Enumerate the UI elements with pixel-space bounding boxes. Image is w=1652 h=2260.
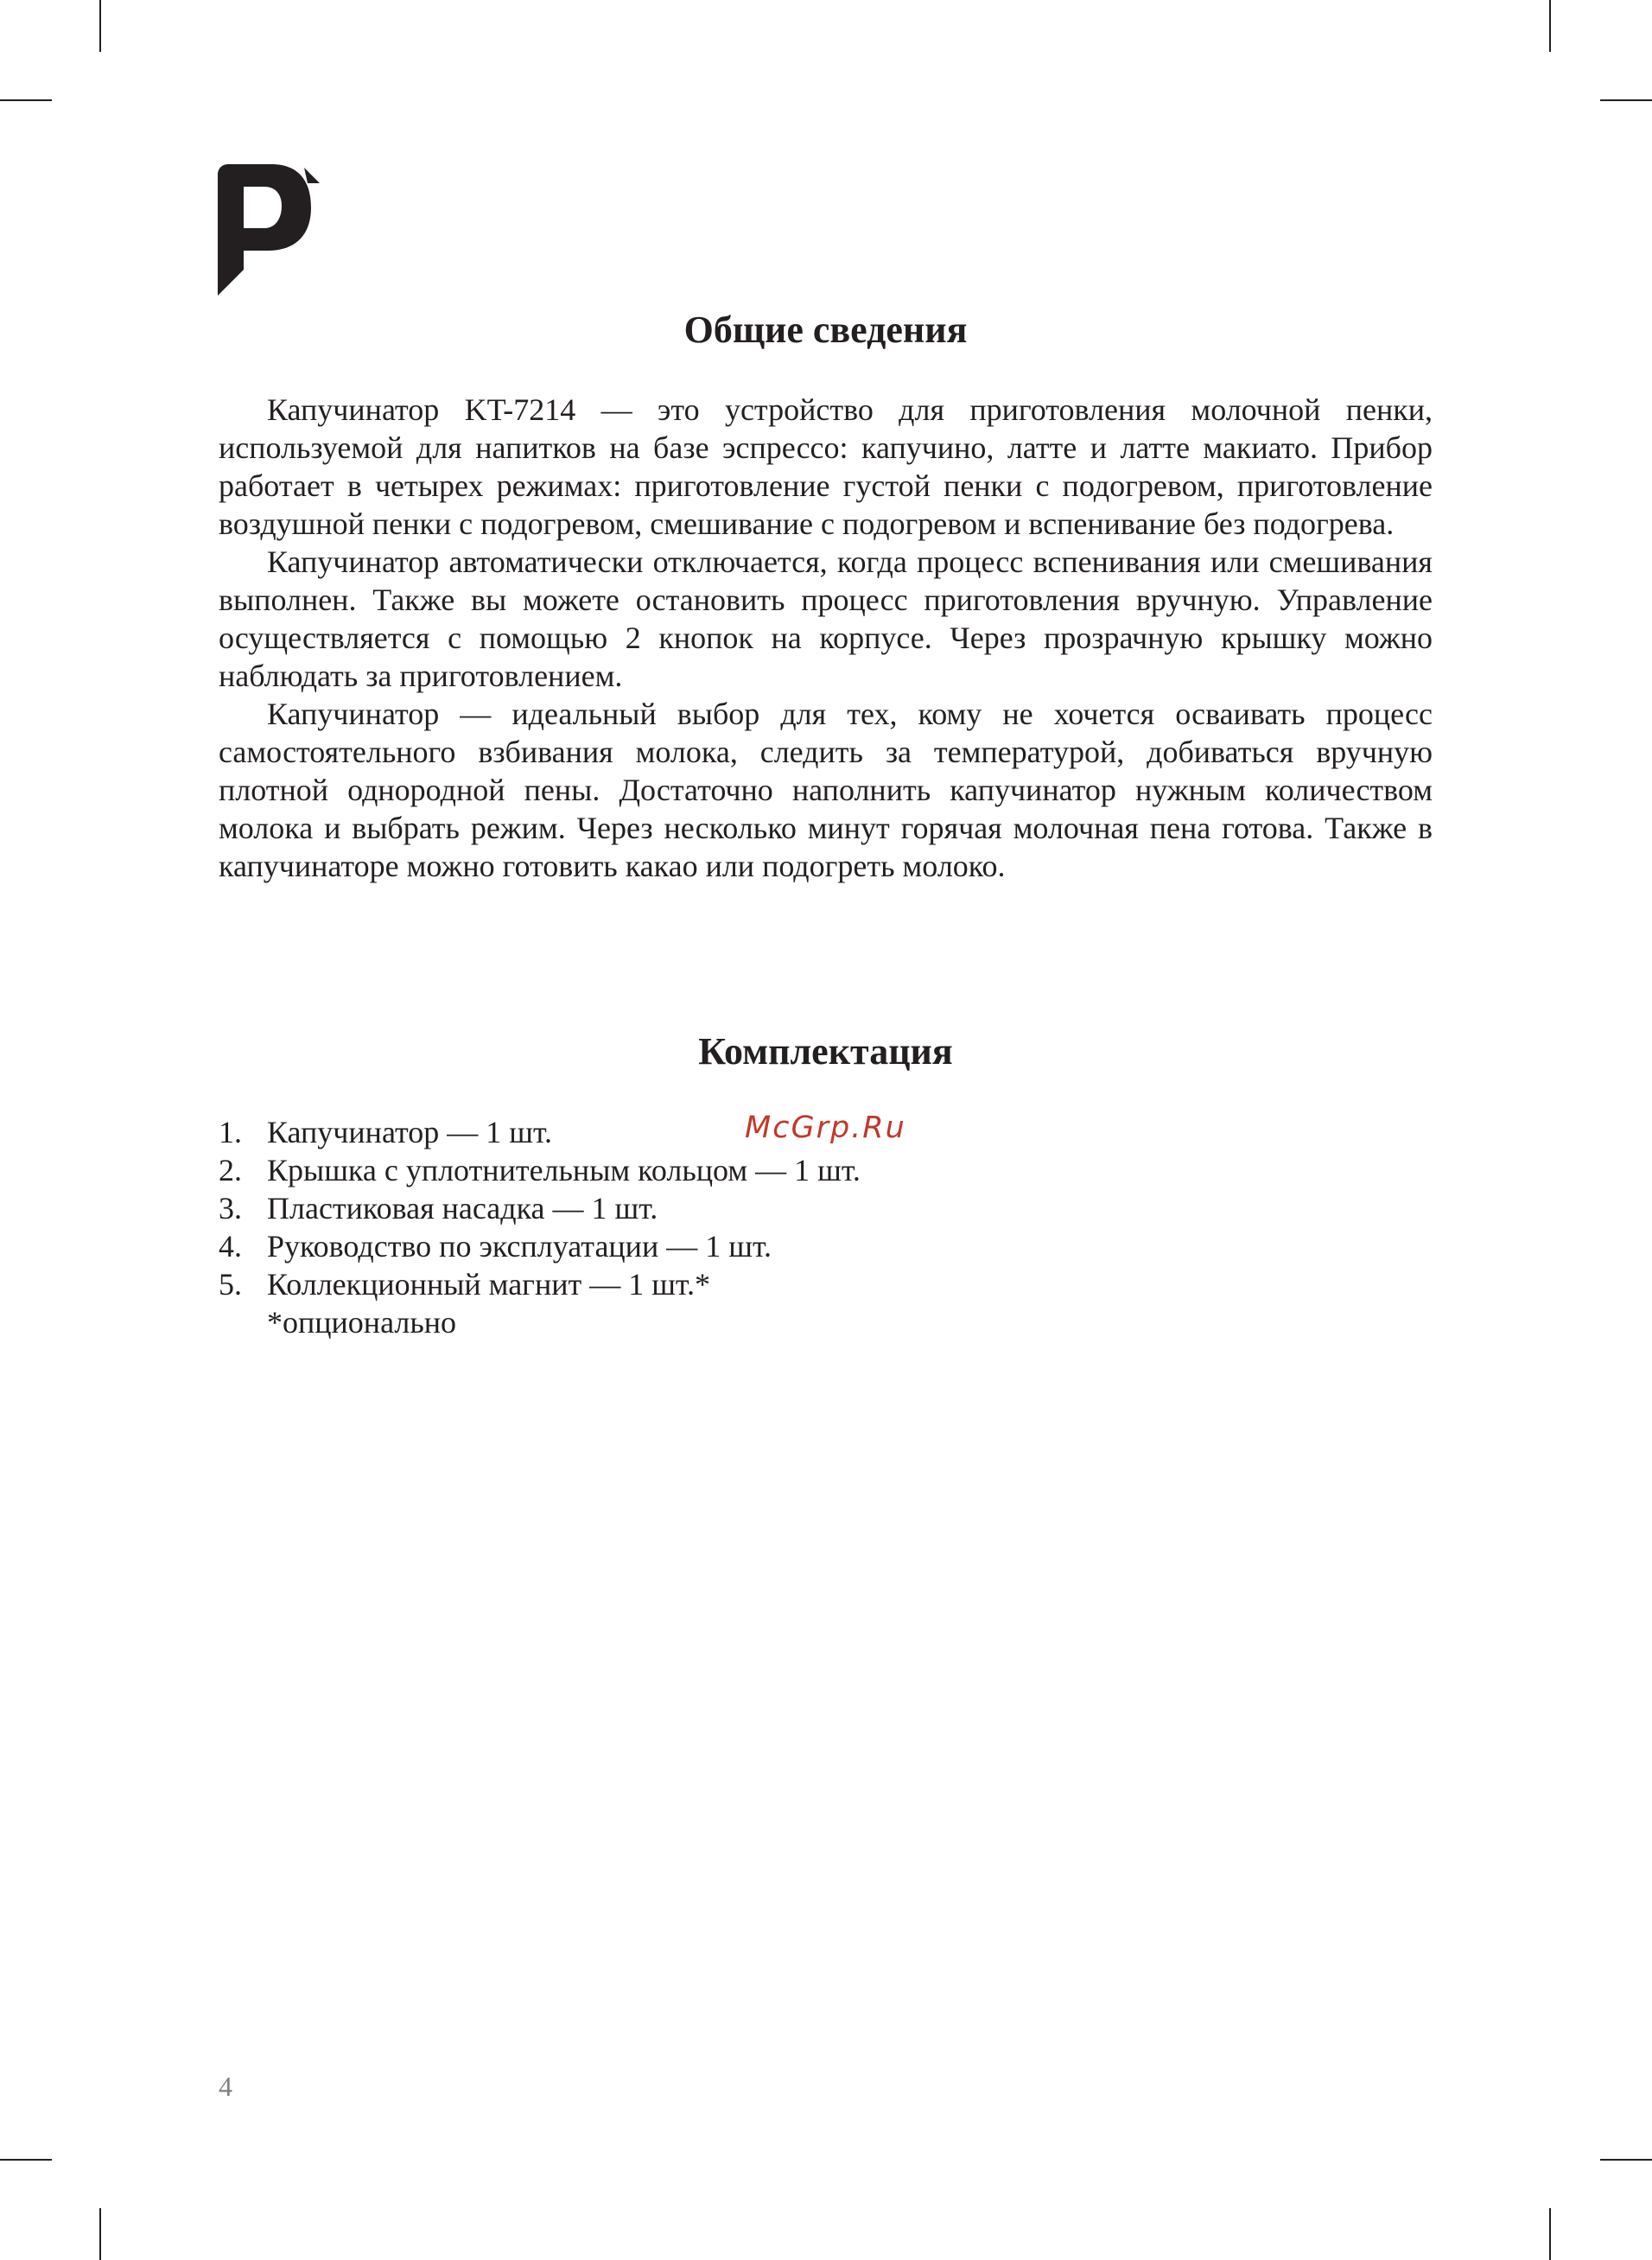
- kit-item: [219, 1227, 1433, 1265]
- general-info-heading: Общие сведения: [683, 309, 968, 351]
- kit-item: [219, 1151, 1433, 1189]
- brand-logo-icon: [218, 164, 320, 296]
- kit-footnote: *опционально: [267, 1305, 457, 1340]
- kit-item-text: Коллекционный магнит — 1 шт.*: [267, 1267, 710, 1302]
- crop-mark-bottom-right: [1549, 2208, 1551, 2260]
- watermark-link[interactable]: McGrp.Ru: [745, 1111, 906, 1145]
- crop-mark-top-right-h: [1600, 99, 1652, 101]
- general-info-paragraph-2: Капучинатор автоматически отключается, когда процесс вспенивания или смешивания выполнен. Также вы можете остановить процесс приготовления вручную. Управление осуществляется с помощью 2 кнопок на корпусе. Через прозрачную крышку можно наблюдать за приготовлением.: [219, 544, 1433, 693]
- kit-list-container: [219, 1113, 1433, 1341]
- kit-item-number: 4.: [219, 1229, 242, 1264]
- crop-mark-top-left-h: [0, 99, 52, 101]
- crop-mark-top-left: [99, 0, 101, 52]
- crop-mark-bottom-right-h: [1600, 2159, 1652, 2161]
- page-number: 4: [219, 2071, 232, 2102]
- kit-item-number: 1.: [219, 1115, 242, 1149]
- kit-heading: Комплектация: [698, 1030, 953, 1073]
- kit-item: [219, 1265, 1433, 1303]
- kit-item-text: Крышка с уплотнительным кольцом — 1 шт.: [267, 1153, 861, 1187]
- crop-mark-bottom-left-h: [0, 2159, 52, 2161]
- general-info-paragraph-3: Капучинатор — идеальный выбор для тех, кому не хочется осваивать процесс самостоятельного взбивания молока, следить за температурой, добиваться вручную плотной однородной пены. Достаточно наполнить капучинатор нужным количеством молока и выбрать режим. Через несколько минут горячая молочная пена готова. Также в капучинаторе можно готовить какао или подогреть молоко.: [219, 697, 1433, 883]
- kit-item-text: Руководство по эксплуатации — 1 шт.: [267, 1229, 772, 1264]
- kit-item-text: Капучинатор — 1 шт.: [267, 1115, 552, 1149]
- kit-item-text: Пластиковая насадка — 1 шт.: [267, 1191, 658, 1225]
- kit-item-number: 2.: [219, 1153, 242, 1187]
- crop-mark-bottom-left: [99, 2208, 101, 2260]
- general-info-text: [219, 391, 1433, 885]
- kit-item-number: 5.: [219, 1267, 242, 1302]
- kit-item-number: 3.: [219, 1191, 242, 1225]
- crop-mark-top-right: [1549, 0, 1551, 52]
- kit-item: [219, 1189, 1433, 1227]
- general-info-paragraph-1: Капучинатор KT-7214 — это устройство для приготовления молочной пенки, используемой для напитков на базе эспрессо: капучино, латте и латте макиато. Прибор работает в четырех режимах: приготовление густой пенки с подогревом, приготовление воздушной пенки с подогревом, смешивание с подогревом и вспенивание без подогрева.: [219, 392, 1433, 541]
